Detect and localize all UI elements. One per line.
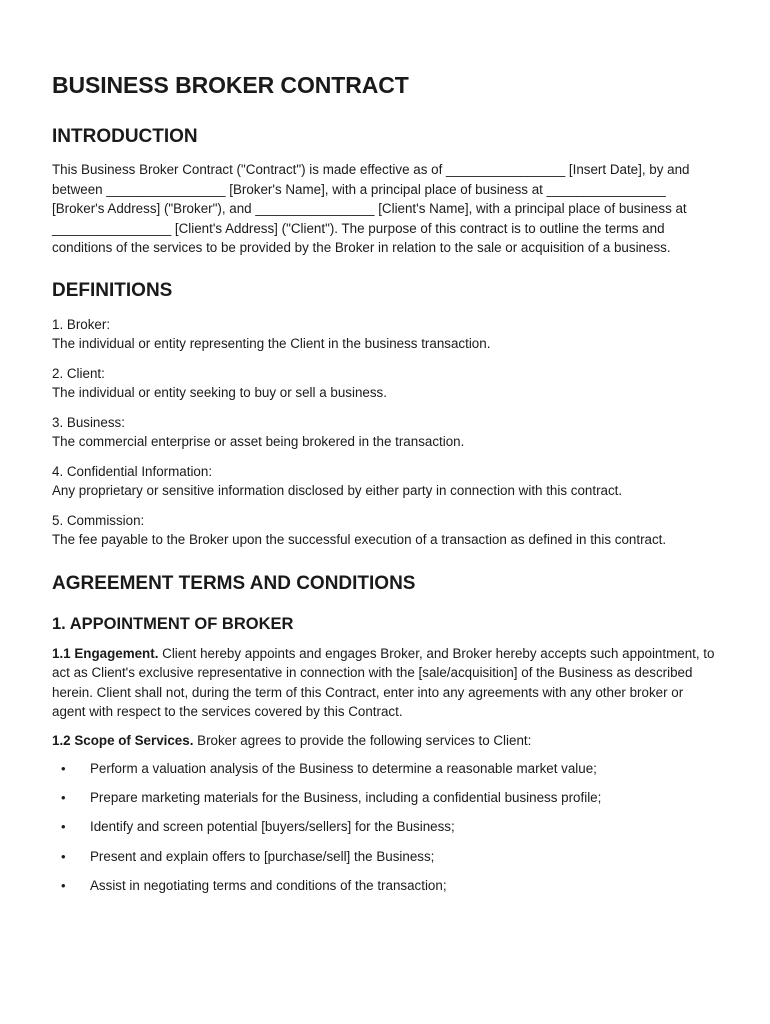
definition-term: 2. Client: bbox=[52, 365, 105, 381]
definition-term: 4. Confidential Information: bbox=[52, 463, 213, 479]
bullet-icon: • bbox=[61, 761, 66, 776]
service-list-item bbox=[52, 876, 718, 896]
introduction-paragraph: This Business Broker Contract ("Contract") is made effective as of ________________ [Insert Date], by and between ________________ [Broker's Name], with a principal place of business at ________________ [Broker's Address] ("Broker"), and ________________ [Client's Name], with a principal place of business at ________________ [Client's Address] ("Client"). The purpose of this contract is to outline the terms and conditions of the services to be provided by the Broker in relation to the sale or acquisition of a business. bbox=[52, 162, 690, 255]
definition-item bbox=[52, 462, 718, 501]
agreement-terms-heading: AGREEMENT TERMS AND CONDITIONS bbox=[52, 572, 416, 594]
definitions-list bbox=[52, 315, 718, 550]
definition-term: 3. Business: bbox=[52, 414, 125, 430]
clause-engagement-text: Client hereby appoints and engages Broker, and Broker hereby accepts such appointment, to act as Client's exclusive representative in connection with the [sale/acquisition] of the Business as described herein. Client shall not, during the term of this Contract, enter into any agreements with any other broker or agent with respect to the services covered by this Contract. bbox=[52, 645, 715, 719]
bullet-icon: • bbox=[61, 877, 66, 893]
service-text: Identify and screen potential [buyers/sellers] for the Business; bbox=[90, 819, 455, 835]
service-list-item bbox=[52, 788, 718, 808]
definition-text: The individual or entity seeking to buy or sell a business. bbox=[52, 385, 387, 400]
clause-scope-label: 1.2 Scope of Services. bbox=[52, 732, 194, 748]
definition-text: Any proprietary or sensitive information disclosed by either party in connection with this contract. bbox=[52, 483, 623, 498]
services-list bbox=[52, 759, 718, 895]
service-list-item bbox=[52, 817, 718, 837]
service-list-item bbox=[52, 759, 718, 779]
clause-engagement bbox=[52, 644, 718, 722]
service-text: Assist in negotiating terms and conditions of the transaction; bbox=[90, 877, 447, 893]
definition-term: 1. Broker: bbox=[52, 316, 111, 332]
definition-text: The individual or entity representing the Client in the business transaction. bbox=[52, 336, 491, 351]
service-list-item bbox=[52, 847, 718, 867]
section-appointment-heading: 1. APPOINTMENT OF BROKER bbox=[52, 614, 294, 633]
definition-item bbox=[52, 511, 718, 550]
service-text: Present and explain offers to [purchase/sell] the Business; bbox=[90, 848, 435, 864]
definition-text: The fee payable to the Broker upon the successful execution of a transaction as defined in this contract. bbox=[52, 532, 667, 547]
clause-engagement-label: 1.1 Engagement. bbox=[52, 645, 159, 661]
service-text: Prepare marketing materials for the Business, including a confidential business profile; bbox=[90, 790, 602, 806]
bullet-icon: • bbox=[61, 790, 66, 806]
document-title: BUSINESS BROKER CONTRACT bbox=[52, 72, 409, 98]
definition-item bbox=[52, 315, 718, 354]
definition-item bbox=[52, 364, 718, 403]
definitions-heading: DEFINITIONS bbox=[52, 279, 173, 301]
clause-scope-text: Broker agrees to provide the following services to Client: bbox=[193, 732, 532, 748]
service-text: Perform a valuation analysis of the Business to determine a reasonable market value; bbox=[90, 761, 597, 776]
definition-term: 5. Commission: bbox=[52, 512, 145, 528]
definition-item bbox=[52, 413, 718, 452]
bullet-icon: • bbox=[61, 819, 66, 835]
bullet-icon: • bbox=[61, 848, 66, 864]
definition-text: The commercial enterprise or asset being brokered in the transaction. bbox=[52, 434, 465, 449]
introduction-heading: INTRODUCTION bbox=[52, 126, 198, 147]
clause-scope bbox=[52, 731, 718, 751]
